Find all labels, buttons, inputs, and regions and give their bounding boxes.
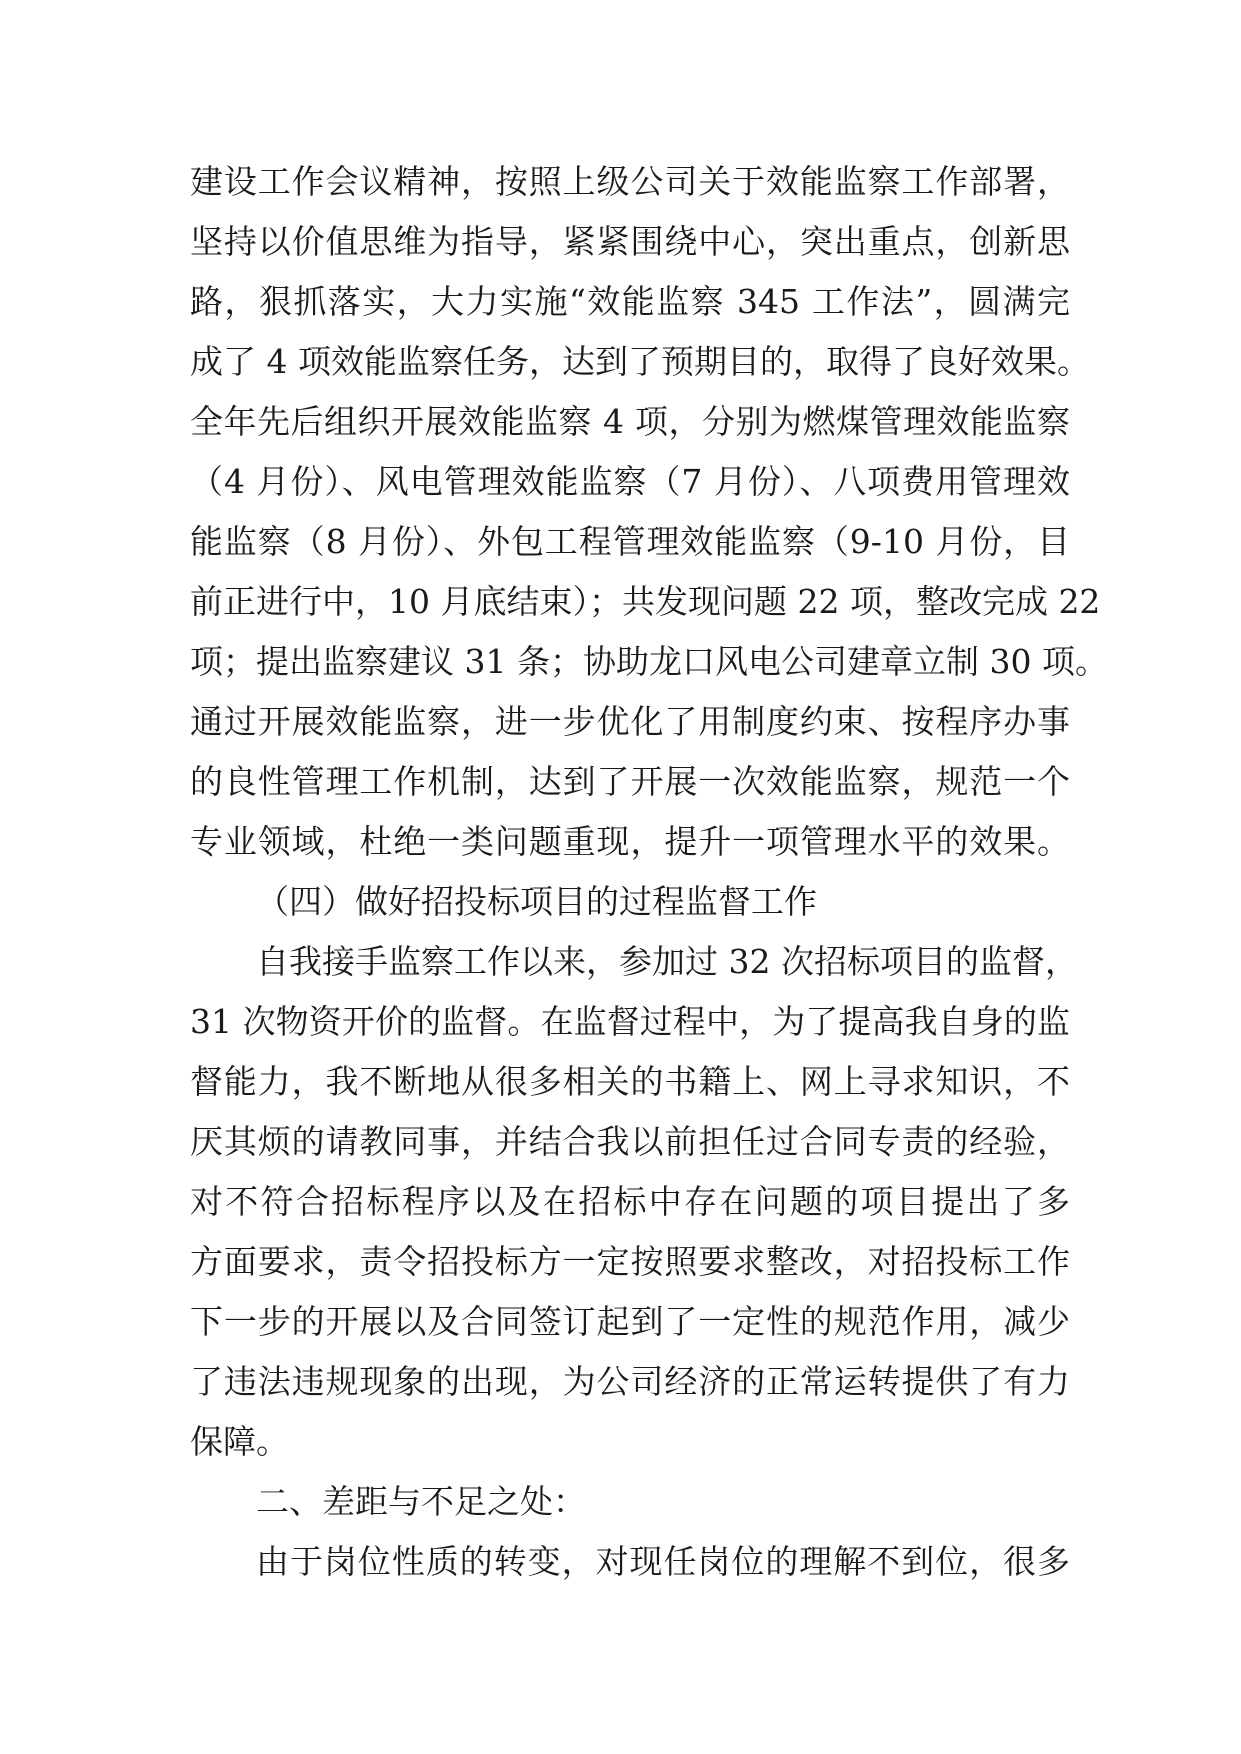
text-line: 了违法违规现象的出现，为公司经济的正常运转提供了有力 <box>190 1362 1070 1401</box>
document-page <box>190 152 1108 1592</box>
text-line: 厌其烦的请教同事，并结合我以前担任过合同专责的经验， <box>190 1122 1070 1161</box>
text-line: 路，狠抓落实，大力实施“效能监察 345 工作法”，圆满完 <box>190 282 1070 321</box>
text-line: 全年先后组织开展效能监察 4 项，分别为燃煤管理效能监察 <box>190 402 1070 441</box>
section-heading: （四）做好招投标项目的过程监督工作 <box>256 882 817 921</box>
text-line: 的良性管理工作机制，达到了开展一次效能监察，规范一个 <box>190 762 1070 801</box>
text-line: 建设工作会议精神，按照上级公司关于效能监察工作部署， <box>190 162 1070 201</box>
text-line: 下一步的开展以及合同签订起到了一定性的规范作用，减少 <box>190 1302 1070 1341</box>
section-heading: 二、差距与不足之处： <box>256 1482 586 1521</box>
text-line: 督能力，我不断地从很多相关的书籍上、网上寻求知识，不 <box>190 1062 1070 1101</box>
text-line: 能监察（8 月份）、外包工程管理效能监察（9-10 月份，目 <box>190 522 1070 561</box>
text-line: 31 次物资开价的监督。在监督过程中，为了提高我自身的监 <box>190 1002 1070 1041</box>
text-line: 方面要求，责令招投标方一定按照要求整改，对招投标工作 <box>190 1242 1070 1281</box>
text-line: 坚持以价值思维为指导，紧紧围绕中心，突出重点，创新思 <box>190 222 1070 261</box>
text-line: 前正进行中，10 月底结束）；共发现问题 22 项，整改完成 22 <box>190 582 1101 621</box>
text-line: 对不符合招标程序以及在招标中存在问题的项目提出了多 <box>190 1182 1070 1221</box>
text-line: （4 月份）、风电管理效能监察（7 月份）、八项费用管理效 <box>190 462 1070 501</box>
text-line: 由于岗位性质的转变，对现任岗位的理解不到位，很多 <box>256 1542 1070 1581</box>
text-line: 成了 4 项效能监察任务，达到了预期目的，取得了良好效果。 <box>190 342 1090 381</box>
text-line: 项；提出监察建议 31 条；协助龙口风电公司建章立制 30 项。 <box>190 642 1108 681</box>
text-line: 保障。 <box>190 1422 289 1461</box>
text-line: 自我接手监察工作以来，参加过 32 次招标项目的监督， <box>256 942 1078 981</box>
text-line: 专业领域，杜绝一类问题重现，提升一项管理水平的效果。 <box>190 822 1070 861</box>
text-line: 通过开展效能监察，进一步优化了用制度约束、按程序办事 <box>190 702 1070 741</box>
